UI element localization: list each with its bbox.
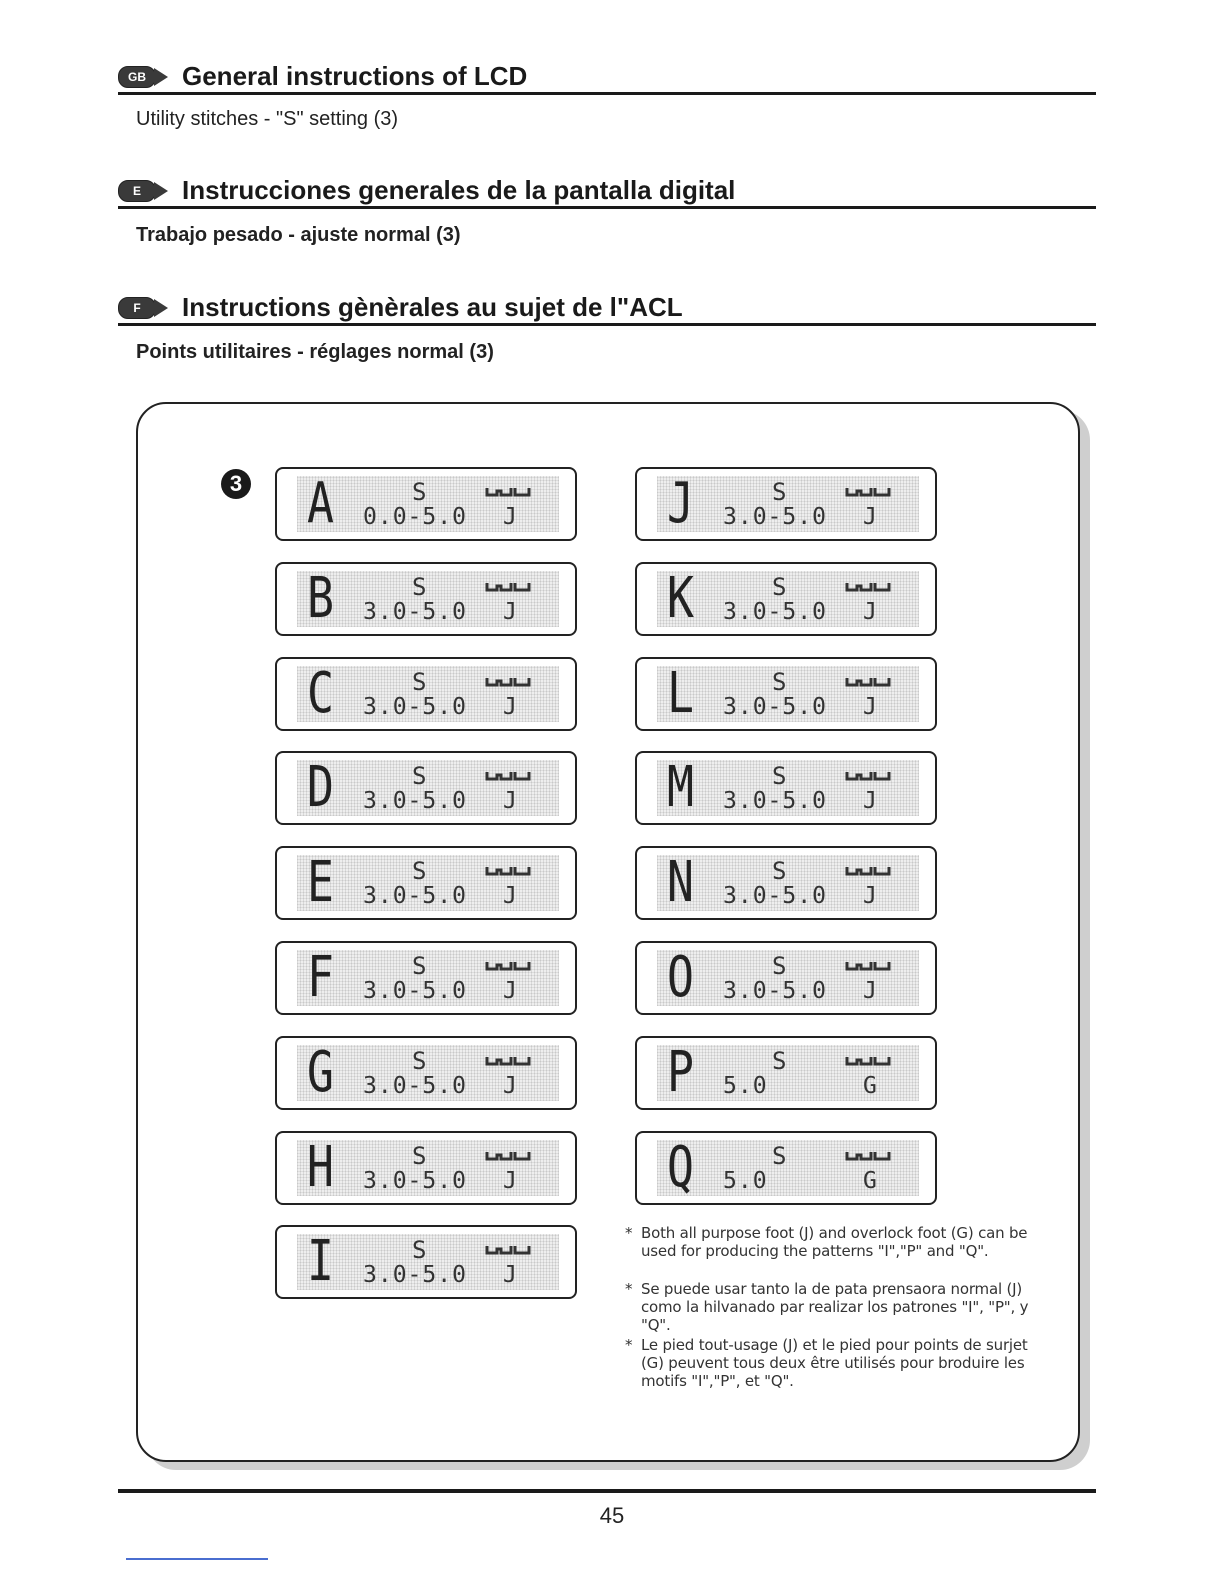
lcd-pattern-letter: O	[667, 945, 694, 1010]
lcd-mode-indicator: S	[772, 478, 787, 506]
lcd-stitch-width: 3.0-5.0	[723, 598, 827, 625]
presser-foot-icon	[485, 1054, 531, 1066]
lcd-stitch-width: 3.0-5.0	[723, 978, 827, 1004]
presser-foot-icon	[845, 1149, 891, 1161]
lcd-foot-code: J	[503, 693, 517, 720]
lcd-display-a	[275, 467, 577, 541]
lcd-pattern-letter: C	[307, 660, 334, 726]
presser-foot-icon	[845, 675, 891, 687]
lcd-pattern-letter: F	[307, 945, 334, 1010]
lcd-display-q	[635, 1131, 937, 1205]
lcd-screen	[657, 1039, 919, 1105]
lcd-screen	[297, 1039, 559, 1105]
lcd-screen	[297, 660, 559, 726]
lcd-mode-indicator: S	[412, 1141, 427, 1170]
presser-foot-icon	[485, 580, 531, 592]
lcd-screen	[297, 850, 559, 916]
lcd-display-i	[275, 1225, 577, 1299]
note-es-text: Se puede usar tanto la de pata prensaora normal (J) como la hilvanado par realizar los patrones "I", "P", y "Q".	[641, 1280, 1029, 1334]
lcd-foot-code: J	[863, 883, 877, 910]
lcd-mode-indicator: S	[772, 1141, 787, 1170]
lcd-stitch-width: 3.0-5.0	[723, 693, 827, 720]
lcd-foot-code: J	[503, 978, 517, 1004]
lcd-screen	[657, 1134, 919, 1200]
lcd-stitch-width: 0.0-5.0	[363, 504, 467, 530]
presser-foot-icon	[845, 485, 891, 497]
lcd-stitch-width: 3.0-5.0	[363, 1262, 467, 1289]
presser-foot-icon	[485, 675, 531, 687]
lcd-display-e	[275, 846, 577, 920]
lcd-display-c	[275, 657, 577, 731]
lcd-foot-code: J	[503, 1167, 517, 1194]
lcd-mode-indicator: S	[412, 1046, 427, 1075]
lcd-foot-code: J	[863, 598, 877, 625]
lcd-stitch-width: 3.0-5.0	[363, 693, 467, 720]
lcd-screen	[297, 1229, 559, 1295]
lcd-screen	[657, 755, 919, 821]
lcd-mode-indicator: S	[772, 667, 787, 696]
lcd-stitch-width: 3.0-5.0	[363, 1072, 467, 1099]
lcd-stitch-width: 5.0	[723, 1167, 768, 1194]
presser-foot-icon	[485, 959, 531, 971]
page-number: 45	[599, 1503, 625, 1528]
presser-foot-icon	[845, 580, 891, 592]
footer-rule	[118, 1489, 1096, 1493]
lcd-display-o	[635, 941, 937, 1015]
section-subtitle-gb: Utility stitches - "S" setting (3)	[136, 108, 399, 130]
lcd-mode-indicator: S	[772, 762, 787, 791]
presser-foot-icon	[485, 1149, 531, 1161]
lcd-display-p	[635, 1036, 937, 1110]
section-title-gb	[118, 52, 1096, 95]
lcd-foot-code: J	[503, 598, 517, 625]
section-title-es	[118, 166, 1096, 209]
es-flag-icon: E	[118, 181, 168, 201]
lcd-pattern-letter: N	[667, 850, 694, 916]
lcd-display-m	[635, 751, 937, 825]
section-title-fr	[118, 283, 1096, 326]
lcd-pattern-letter: M	[667, 755, 694, 821]
lcd-screen	[297, 471, 559, 536]
lcd-screen	[297, 565, 559, 631]
lcd-stitch-width: 3.0-5.0	[363, 598, 467, 625]
lcd-screen	[657, 660, 919, 726]
lcd-mode-indicator: S	[772, 572, 787, 601]
lcd-screen	[657, 471, 919, 536]
lcd-foot-code: J	[503, 788, 517, 815]
lcd-pattern-letter: J	[667, 471, 694, 536]
lcd-pattern-letter: A	[307, 471, 334, 536]
lcd-stitch-width: 3.0-5.0	[723, 883, 827, 910]
lcd-screen	[297, 945, 559, 1010]
lcd-display-h	[275, 1131, 577, 1205]
corner-link-line	[126, 1558, 268, 1560]
lcd-mode-indicator: S	[412, 952, 427, 980]
presser-foot-icon	[845, 959, 891, 971]
lcd-pattern-letter: E	[307, 850, 334, 916]
lcd-mode-indicator: S	[412, 572, 427, 601]
lcd-mode-indicator: S	[772, 857, 787, 886]
lcd-pattern-letter: Q	[667, 1134, 694, 1200]
note-fr-text: Le pied tout-usage (J) et le pied pour points de surjet (G) peuvent tous deux être utilisés pour broduire les motifs "I","P", et "Q".	[641, 1336, 1028, 1390]
lcd-screen	[297, 1134, 559, 1200]
lcd-display-j	[635, 467, 937, 541]
lcd-pattern-letter: D	[307, 755, 334, 821]
presser-foot-icon	[485, 485, 531, 497]
lcd-display-n	[635, 846, 937, 920]
lcd-foot-code: G	[863, 1072, 877, 1099]
lcd-mode-indicator: S	[412, 478, 427, 506]
lcd-pattern-letter: G	[307, 1039, 334, 1105]
lcd-mode-indicator: S	[772, 1046, 787, 1075]
lcd-mode-indicator: S	[772, 952, 787, 980]
lcd-mode-indicator: S	[412, 667, 427, 696]
lcd-display-k	[635, 562, 937, 636]
lcd-stitch-width: 3.0-5.0	[723, 504, 827, 530]
lcd-display-f	[275, 941, 577, 1015]
lcd-foot-code: J	[863, 693, 877, 720]
lcd-foot-code: J	[503, 883, 517, 910]
lcd-display-d	[275, 751, 577, 825]
lcd-screen	[657, 565, 919, 631]
step-number-badge: 3	[221, 469, 251, 499]
lcd-stitch-width: 3.0-5.0	[363, 788, 467, 815]
lcd-screen	[657, 850, 919, 916]
presser-foot-icon	[485, 1243, 531, 1255]
presser-foot-icon	[845, 769, 891, 781]
lcd-stitch-width: 3.0-5.0	[363, 883, 467, 910]
presser-foot-icon	[485, 769, 531, 781]
section-title-fr-text: Instructions gènèrales au sujet de l"ACL	[182, 291, 683, 322]
lcd-foot-code: J	[503, 504, 517, 530]
lcd-display-b	[275, 562, 577, 636]
presser-foot-icon	[485, 864, 531, 876]
note-fr: * Le pied tout-usage (J) et le pied pour points de surjet (G) peuvent tous deux être utilisés pour broduire les motifs "I","P", et "Q".	[625, 1336, 1041, 1390]
lcd-pattern-letter: H	[307, 1134, 334, 1200]
lcd-display-l	[635, 657, 937, 731]
lcd-mode-indicator: S	[412, 857, 427, 886]
lcd-foot-code: J	[863, 788, 877, 815]
lcd-pattern-letter: I	[307, 1229, 334, 1295]
note-es: * Se puede usar tanto la de pata prensaora normal (J) como la hilvanado par realizar los patrones "I", "P", y "Q".	[625, 1280, 1041, 1334]
lcd-pattern-letter: K	[667, 565, 694, 631]
fr-flag-icon: F	[118, 298, 168, 318]
note-en-text: Both all purpose foot (J) and overlock foot (G) can be used for producing the patterns "I","P" and "Q".	[641, 1224, 1028, 1260]
lcd-foot-code: G	[863, 1167, 877, 1194]
lcd-screen	[657, 945, 919, 1010]
lcd-stitch-width: 3.0-5.0	[363, 978, 467, 1004]
lcd-pattern-letter: P	[667, 1039, 694, 1105]
note-en: * Both all purpose foot (J) and overlock foot (G) can be used for producing the patterns "I","P" and "Q".	[625, 1224, 1041, 1260]
section-subtitle-fr: Points utilitaires - réglages normal (3)	[136, 341, 494, 363]
lcd-mode-indicator: S	[412, 762, 427, 791]
presser-foot-icon	[845, 1054, 891, 1066]
presser-foot-icon	[845, 864, 891, 876]
lcd-mode-indicator: S	[412, 1236, 427, 1265]
lcd-display-g	[275, 1036, 577, 1110]
lcd-pattern-letter: L	[667, 660, 694, 726]
section-subtitle-es: Trabajo pesado - ajuste normal (3)	[136, 224, 461, 246]
lcd-pattern-letter: B	[307, 565, 334, 631]
lcd-stitch-width: 3.0-5.0	[723, 788, 827, 815]
section-title-es-text: Instrucciones generales de la pantalla digital	[182, 174, 736, 205]
lcd-stitch-width: 3.0-5.0	[363, 1167, 467, 1194]
lcd-stitch-width: 5.0	[723, 1072, 768, 1099]
lcd-foot-code: J	[863, 504, 877, 530]
lcd-foot-code: J	[863, 978, 877, 1004]
section-title-gb-text: General instructions of LCD	[182, 60, 528, 91]
lcd-screen	[297, 755, 559, 821]
lcd-foot-code: J	[503, 1072, 517, 1099]
lcd-foot-code: J	[503, 1262, 517, 1289]
gb-flag-icon: GB	[118, 67, 168, 87]
